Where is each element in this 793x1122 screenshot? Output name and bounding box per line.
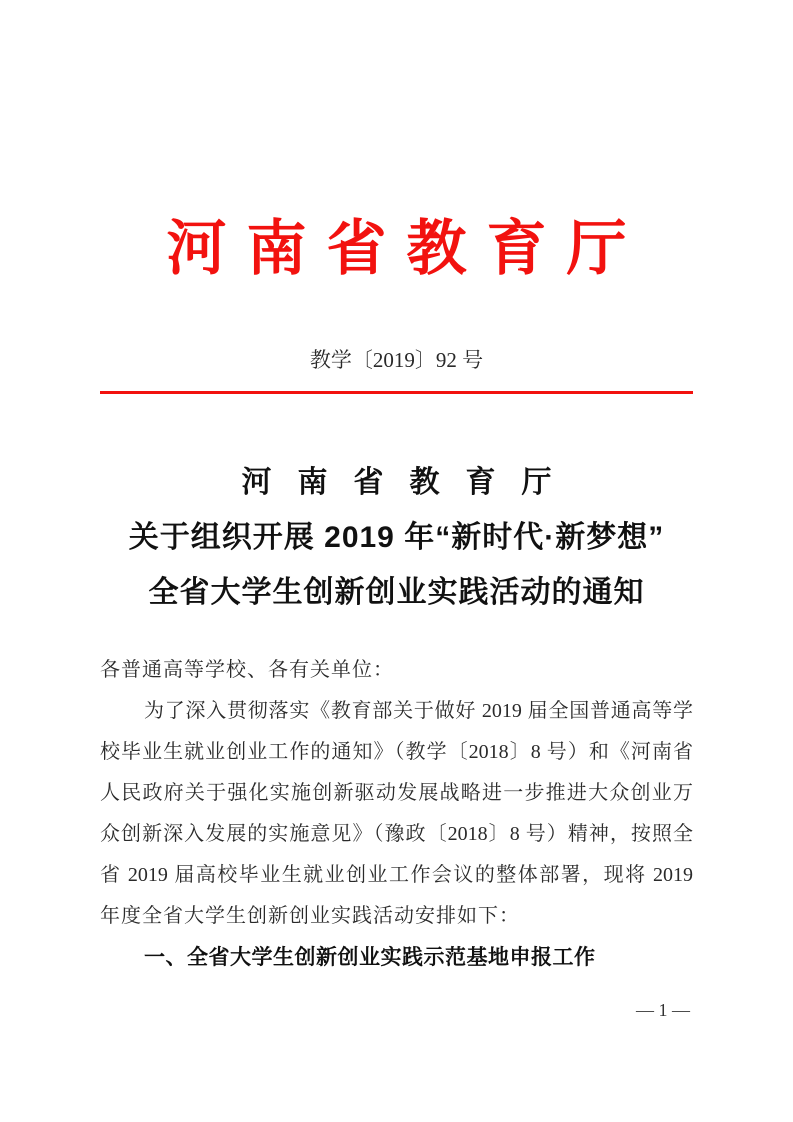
body-line: 各普通高等学校、各有关单位： [100, 659, 394, 681]
notice-title-line1 [0, 455, 793, 510]
agency-name-header [0, 213, 793, 285]
doc-number: 教学〔2019〕92 号 [309, 348, 484, 372]
body-line: 省 2019 届高校毕业生就业创业工作会议的整体部署，现将 2019 [100, 864, 693, 886]
agency-name-text: 河南省教育厅 [166, 216, 647, 282]
notice-title-line2: 关于组织开展 2019 年“新时代·新梦想” [128, 521, 665, 554]
body-line: 众创新深入发展的实施意见》（豫政〔2018〕8 号）精神，按照全 [100, 823, 693, 845]
section-heading: 一、全省大学生创新创业实践示范基地申报工作 [144, 946, 596, 969]
notice-title [0, 455, 793, 620]
notice-title-line1-text: 河南省教育厅 [241, 466, 578, 499]
notice-title-line3: 全省大学生创新创业实践活动的通知 [148, 576, 645, 609]
page-number: — 1 — [636, 1000, 690, 1020]
body-line: 为了深入贯彻落实《教育部关于做好 2019 届全国普通高等学 [144, 700, 693, 722]
body-line: 年度全省大学生创新创业实践活动安排如下： [100, 905, 520, 927]
body-text [100, 650, 693, 978]
body-line: 校毕业生就业创业工作的通知》（教学〔2018〕8 号）和《河南省 [100, 741, 693, 763]
red-divider-line [100, 391, 693, 394]
body-line: 人民政府关于强化实施创新驱动发展战略进一步推进大众创业万 [100, 782, 693, 804]
